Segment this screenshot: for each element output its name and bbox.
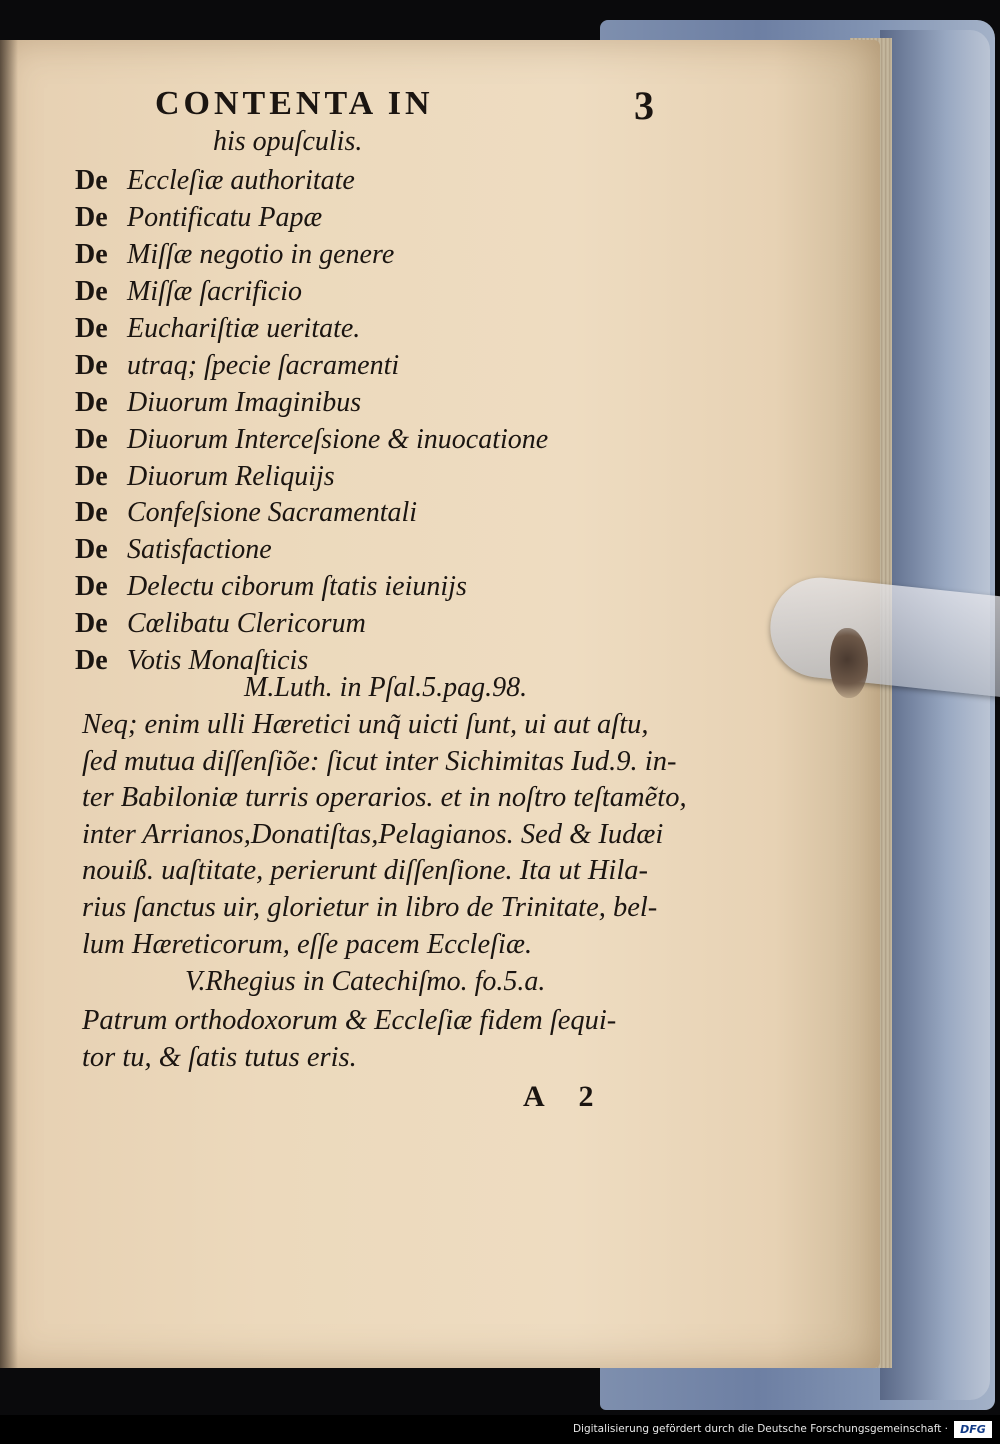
contents-prefix: De: [75, 534, 108, 566]
dfg-logo-icon: DFG: [954, 1421, 992, 1438]
contents-item: [75, 421, 548, 458]
quote-reference-luther: M.Luth. in Pſal.5.pag.98.: [244, 672, 528, 703]
signature-mark: A 2: [523, 1080, 608, 1113]
contents-item: [75, 495, 548, 532]
contents-item: [75, 606, 548, 643]
quote-line: nouiß. uaſtitate, perierunt diſſenſione. Ita ut Hila-: [82, 855, 648, 887]
quote-rhegius: [82, 1003, 616, 1076]
contents-title: Diuorum Interceſsione & inuocatione: [127, 423, 549, 455]
footer-bar: [0, 1415, 1000, 1444]
contents-prefix: De: [75, 276, 108, 308]
contents-item: [75, 163, 548, 200]
quote-line: Neq; enim ulli Hæretici unq̃ uicti ſunt, ui aut aſtu,: [82, 709, 649, 740]
contents-prefix: De: [75, 349, 108, 381]
contents-title: Votis Monaſticis: [127, 645, 309, 677]
contents-prefix: De: [75, 313, 108, 344]
contents-title: Miſſæ negotio in genere: [127, 239, 395, 271]
contents-title: Delectu ciborum ſtatis ieiunijs: [127, 571, 467, 603]
quote-line: inter Arrianos,Donatiſtas,Pelagianos. Sed & Iudæi: [82, 818, 664, 850]
contents-prefix: De: [75, 571, 108, 603]
contents-item: [75, 532, 548, 569]
page-subheading: his opuſculis.: [213, 126, 363, 157]
contents-title: Eccleſiæ authoritate: [127, 165, 355, 197]
contents-item: [75, 569, 548, 606]
contents-title: Cœlibatu Clericorum: [127, 608, 366, 640]
contents-prefix: De: [75, 239, 108, 271]
contents-prefix: De: [75, 386, 108, 418]
contents-item: [75, 311, 548, 348]
contents-prefix: De: [75, 423, 108, 455]
contents-item: [75, 274, 548, 311]
quote-line: tor tu, & ſatis tutus eris.: [82, 1041, 357, 1073]
contents-title: utraq; ſpecie ſacramenti: [127, 349, 400, 381]
quote-line: ter Babiloniæ turris operarios. et in noſtro teſtamẽto,: [82, 782, 687, 814]
quote-line: rius ſanctus uir, glorietur in libro de Trinitate, bel-: [82, 891, 658, 923]
contents-prefix: De: [75, 460, 108, 492]
contents-prefix: De: [75, 497, 108, 529]
page-heading: CONTENTA IN: [155, 85, 434, 122]
contents-title: Diuorum Reliquijs: [127, 460, 335, 492]
quote-reference-rhegius: V.Rhegius in Catechiſmo. fo.5.a.: [185, 966, 546, 997]
contents-prefix: De: [75, 202, 108, 234]
contents-item: [75, 347, 548, 384]
quote-line: ſed mutua diſſenſiõe: ſicut inter Sichimitas Iud.9. in-: [82, 745, 677, 777]
page-number: 3: [634, 83, 654, 128]
quote-line: Patrum orthodoxorum & Eccleſiæ fidem ſequi-: [82, 1005, 617, 1036]
contents-item: [75, 200, 548, 237]
quote-line: lum Hæreticorum, eſſe pacem Eccleſiæ.: [82, 928, 533, 960]
contents-title: Satisfactione: [127, 534, 272, 566]
contents-item: [75, 237, 548, 274]
contents-prefix: De: [75, 165, 108, 197]
quote-luther: [82, 707, 687, 963]
cover-shadow: [880, 30, 990, 1400]
contents-item: [75, 384, 548, 421]
contents-prefix: De: [75, 608, 108, 640]
contents-title: Euchariſtiæ ueritate.: [127, 313, 361, 344]
contents-title: Pontificatu Papæ: [127, 202, 323, 234]
contents-title: Diuorum Imaginibus: [127, 386, 362, 418]
contents-list: [75, 163, 548, 679]
contents-title: Miſſæ ſacrificio: [127, 276, 302, 308]
clip-stain: [830, 628, 868, 698]
page-binding-shadow: [0, 40, 18, 1368]
contents-item: [75, 458, 548, 495]
contents-prefix: De: [75, 645, 108, 677]
funding-credit: Digitalisierung gefördert durch die Deutsche Forschungsgemeinschaft ·: [572, 1423, 948, 1435]
contents-title: Confeſsione Sacramentali: [127, 497, 418, 529]
